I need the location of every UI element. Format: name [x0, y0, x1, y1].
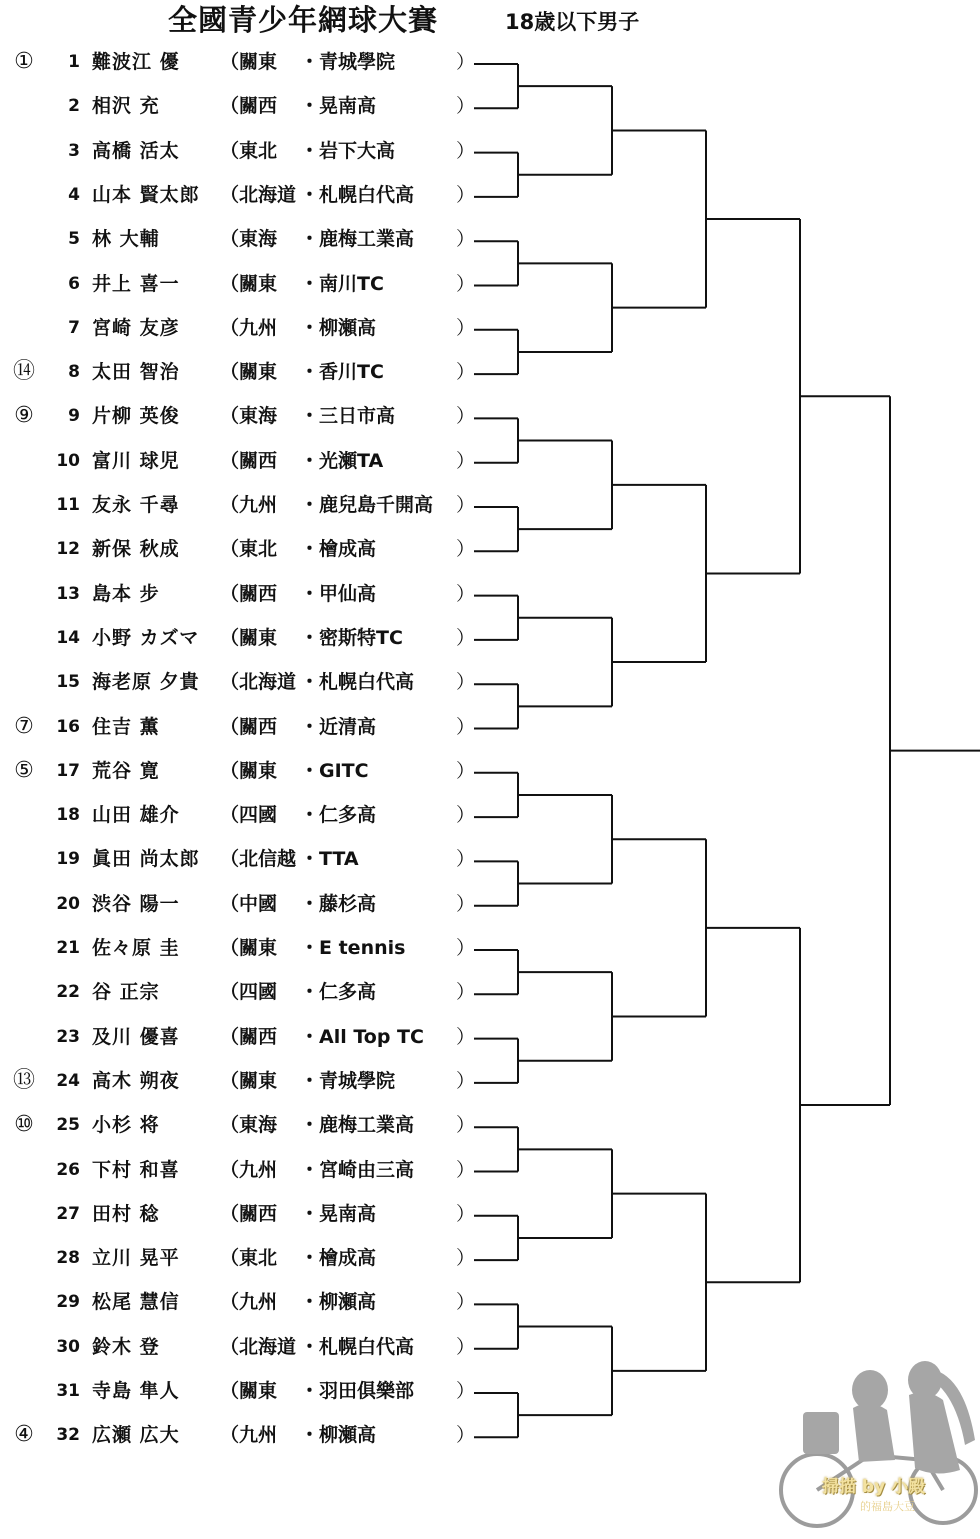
seed-badge: ⑭: [12, 359, 35, 385]
entry-number: 4: [68, 184, 80, 205]
closing-paren: ）: [456, 1025, 476, 1048]
entry-number: 3: [68, 140, 80, 161]
closing-paren: ）: [456, 228, 476, 251]
player-name: 富川 球児: [92, 449, 180, 472]
player-region: （關東: [220, 51, 278, 73]
entry-number: 5: [68, 229, 80, 250]
seed-badge: ⑦: [14, 713, 34, 739]
player-region: （關西: [220, 95, 278, 118]
entry-number: 15: [56, 672, 80, 693]
player-region: （北信越: [220, 848, 297, 871]
player-school: ・仁多高: [300, 981, 377, 1004]
closing-paren: ）: [456, 51, 476, 73]
closing-paren: ）: [456, 1380, 476, 1402]
closing-paren: ）: [456, 1247, 476, 1270]
entry-number: 30: [56, 1336, 80, 1357]
entry-number: 8: [68, 362, 80, 383]
closing-paren: ）: [456, 316, 476, 339]
closing-paren: ）: [456, 892, 476, 915]
entry-number: 29: [56, 1292, 80, 1313]
player-school: ・三日市高: [300, 405, 396, 428]
player-school: ・檜成高: [300, 538, 377, 561]
player-region: （關東: [220, 626, 278, 649]
closing-paren: ）: [456, 937, 476, 959]
entry-number: 24: [56, 1070, 80, 1091]
closing-paren: ）: [456, 626, 476, 649]
player-name: 鈴木 登: [92, 1335, 160, 1358]
player-region: （東北: [220, 538, 278, 561]
entry-number: 26: [56, 1159, 80, 1180]
player-school: ・E tennis: [300, 937, 406, 959]
entry-number: 17: [56, 760, 80, 781]
player-school: ・晃南高: [300, 1202, 377, 1225]
seed-badge: ⑤: [14, 757, 34, 783]
entry-number: 7: [68, 317, 80, 338]
closing-paren: ）: [456, 538, 476, 561]
closing-paren: ）: [456, 582, 476, 605]
player-school: ・札幌白代高: [300, 671, 415, 694]
entry-number: 12: [56, 539, 80, 560]
player-school: ・南川TC: [300, 272, 384, 295]
player-region: （北海道: [220, 1335, 297, 1358]
player-school: ・羽田俱樂部: [300, 1380, 415, 1402]
entry-number: 19: [56, 849, 80, 870]
player-region: （九州: [220, 316, 278, 339]
player-school: ・青城學院: [300, 1069, 396, 1092]
player-name: 島本 步: [92, 582, 160, 605]
player-region: （東北: [220, 139, 278, 162]
closing-paren: ）: [456, 183, 476, 206]
seed-badge: ⑬: [12, 1067, 35, 1093]
player-region: （關東: [220, 1069, 278, 1092]
player-region: （北海道: [220, 183, 297, 206]
player-name: 難波江 優: [92, 51, 180, 73]
entry-number: 32: [56, 1425, 80, 1446]
player-name: 山田 雄介: [92, 804, 180, 827]
closing-paren: ）: [456, 1158, 476, 1181]
player-school: ・藤杉高: [300, 892, 377, 915]
player-school: ・柳瀬高: [300, 1424, 377, 1447]
closing-paren: ）: [456, 1069, 476, 1092]
player-name: 高木 朔夜: [92, 1069, 180, 1092]
player-region: （四國: [220, 804, 278, 827]
player-name: 海老原 夕貴: [92, 671, 200, 694]
seed-badge: ⑨: [14, 403, 34, 429]
entry-number: 25: [56, 1115, 80, 1136]
player-name: 新保 秋成: [92, 538, 180, 561]
player-school: ・札幌白代高: [300, 1335, 415, 1358]
player-region: （關西: [220, 1025, 278, 1048]
closing-paren: ）: [456, 272, 476, 295]
player-name: 林 大輔: [92, 228, 160, 251]
player-name: 井上 喜一: [92, 272, 180, 295]
player-name: 下村 和喜: [92, 1158, 180, 1181]
player-name: 松尾 慧信: [92, 1291, 180, 1314]
player-school: ・宮崎由三高: [300, 1158, 415, 1181]
entry-number: 16: [56, 716, 80, 737]
player-school: ・青城學院: [300, 51, 396, 73]
player-school: ・香川TC: [300, 361, 384, 384]
player-name: 小野 カズマ: [92, 626, 200, 649]
player-school: ・檜成高: [300, 1247, 377, 1270]
player-name: 住吉 薫: [92, 715, 160, 738]
player-name: 高橋 活太: [92, 139, 180, 162]
seed-badge: ⑩: [14, 1112, 34, 1138]
player-name: 広瀬 広大: [92, 1424, 180, 1447]
player-school: ・仁多高: [300, 804, 377, 827]
entry-number: 20: [56, 893, 80, 914]
player-name: 佐々原 圭: [92, 937, 180, 959]
closing-paren: ）: [456, 759, 476, 782]
player-region: （關東: [220, 1380, 278, 1402]
closing-paren: ）: [456, 1291, 476, 1314]
player-region: （九州: [220, 1291, 278, 1314]
entry-number: 28: [56, 1248, 80, 1269]
player-name: 渋谷 陽一: [92, 892, 180, 915]
player-name: 片柳 英俊: [92, 405, 180, 428]
player-name: 山本 賢太郎: [92, 183, 200, 206]
player-region: （九州: [220, 1424, 278, 1447]
player-region: （關東: [220, 937, 278, 959]
closing-paren: ）: [456, 1424, 476, 1447]
player-region: （九州: [220, 1158, 278, 1181]
player-school: ・GITC: [300, 759, 369, 782]
entry-number: 6: [68, 273, 80, 294]
entry-number: 14: [56, 627, 80, 648]
entry-number: 13: [56, 583, 80, 604]
entry-number: 1: [68, 52, 80, 72]
player-region: （關東: [220, 272, 278, 295]
entry-number: 9: [68, 406, 80, 427]
entry-number: 27: [56, 1203, 80, 1224]
player-name: 及川 優喜: [92, 1025, 180, 1048]
player-region: （關西: [220, 1202, 278, 1225]
player-name: 太田 智治: [92, 361, 180, 384]
player-region: （東北: [220, 1247, 278, 1270]
closing-paren: ）: [456, 361, 476, 384]
player-school: ・鹿兒島千開高: [300, 494, 434, 516]
player-name: 小杉 将: [92, 1114, 160, 1137]
closing-paren: ）: [456, 715, 476, 738]
closing-paren: ）: [456, 848, 476, 871]
player-school: ・光瀬TA: [300, 449, 384, 472]
player-name: 荒谷 寛: [92, 759, 160, 782]
player-school: ・密斯特TC: [300, 626, 403, 649]
player-name: 宮崎 友彦: [92, 316, 180, 339]
player-school: ・柳瀬高: [300, 1291, 377, 1314]
closing-paren: ）: [456, 671, 476, 694]
player-name: 田村 稔: [92, 1202, 160, 1225]
player-school: ・甲仙高: [300, 582, 377, 605]
player-name: 友永 千尋: [92, 494, 180, 516]
player-school: ・近清高: [300, 715, 377, 738]
player-region: （東海: [220, 228, 278, 251]
page-subtitle: 18歳以下男子: [505, 10, 640, 34]
closing-paren: ）: [456, 1335, 476, 1358]
player-region: （關西: [220, 449, 278, 472]
player-region: （關東: [220, 759, 278, 782]
player-region: （四國: [220, 981, 278, 1004]
entry-number: 23: [56, 1026, 80, 1047]
entry-number: 10: [56, 450, 80, 471]
player-region: （北海道: [220, 671, 297, 694]
closing-paren: ）: [456, 981, 476, 1004]
closing-paren: ）: [456, 95, 476, 118]
player-region: （關西: [220, 582, 278, 605]
player-name: 相沢 充: [92, 95, 160, 118]
player-region: （關西: [220, 715, 278, 738]
entry-number: 22: [56, 982, 80, 1003]
entry-number: 18: [56, 805, 80, 826]
player-school: ・鹿梅工業高: [300, 228, 415, 251]
player-name: 立川 晃平: [92, 1247, 180, 1270]
closing-paren: ）: [456, 1202, 476, 1225]
player-region: （東海: [220, 405, 278, 428]
player-school: ・TTA: [300, 848, 359, 871]
player-region: （中國: [220, 892, 278, 915]
player-region: （九州: [220, 494, 278, 516]
player-region: （東海: [220, 1114, 278, 1137]
watermark-subtext: 的福島大豆: [860, 1500, 915, 1513]
closing-paren: ）: [456, 405, 476, 428]
closing-paren: ）: [456, 1114, 476, 1137]
player-name: 寺島 隼人: [92, 1380, 180, 1402]
player-school: ・All Top TC: [300, 1025, 424, 1048]
page-title: 全國青少年網球大賽: [168, 3, 439, 37]
closing-paren: ）: [456, 494, 476, 516]
player-school: ・晃南高: [300, 95, 377, 118]
seed-badge: ①: [14, 49, 34, 74]
entry-number: 21: [56, 938, 80, 958]
player-school: ・鹿梅工業高: [300, 1114, 415, 1137]
player-school: ・岩下大高: [300, 139, 396, 162]
closing-paren: ）: [456, 449, 476, 472]
closing-paren: ）: [456, 804, 476, 827]
player-region: （關東: [220, 361, 278, 384]
watermark-text: 掃描 by 小殿: [822, 1477, 926, 1497]
player-name: 谷 正宗: [92, 981, 160, 1004]
entry-number: 31: [56, 1381, 80, 1401]
entry-number: 2: [68, 96, 80, 117]
entry-number: 11: [56, 495, 80, 515]
player-school: ・札幌白代高: [300, 183, 415, 206]
closing-paren: ）: [456, 139, 476, 162]
player-school: ・柳瀬高: [300, 316, 377, 339]
player-name: 眞田 尚太郎: [92, 848, 200, 871]
seed-badge: ④: [14, 1422, 34, 1448]
